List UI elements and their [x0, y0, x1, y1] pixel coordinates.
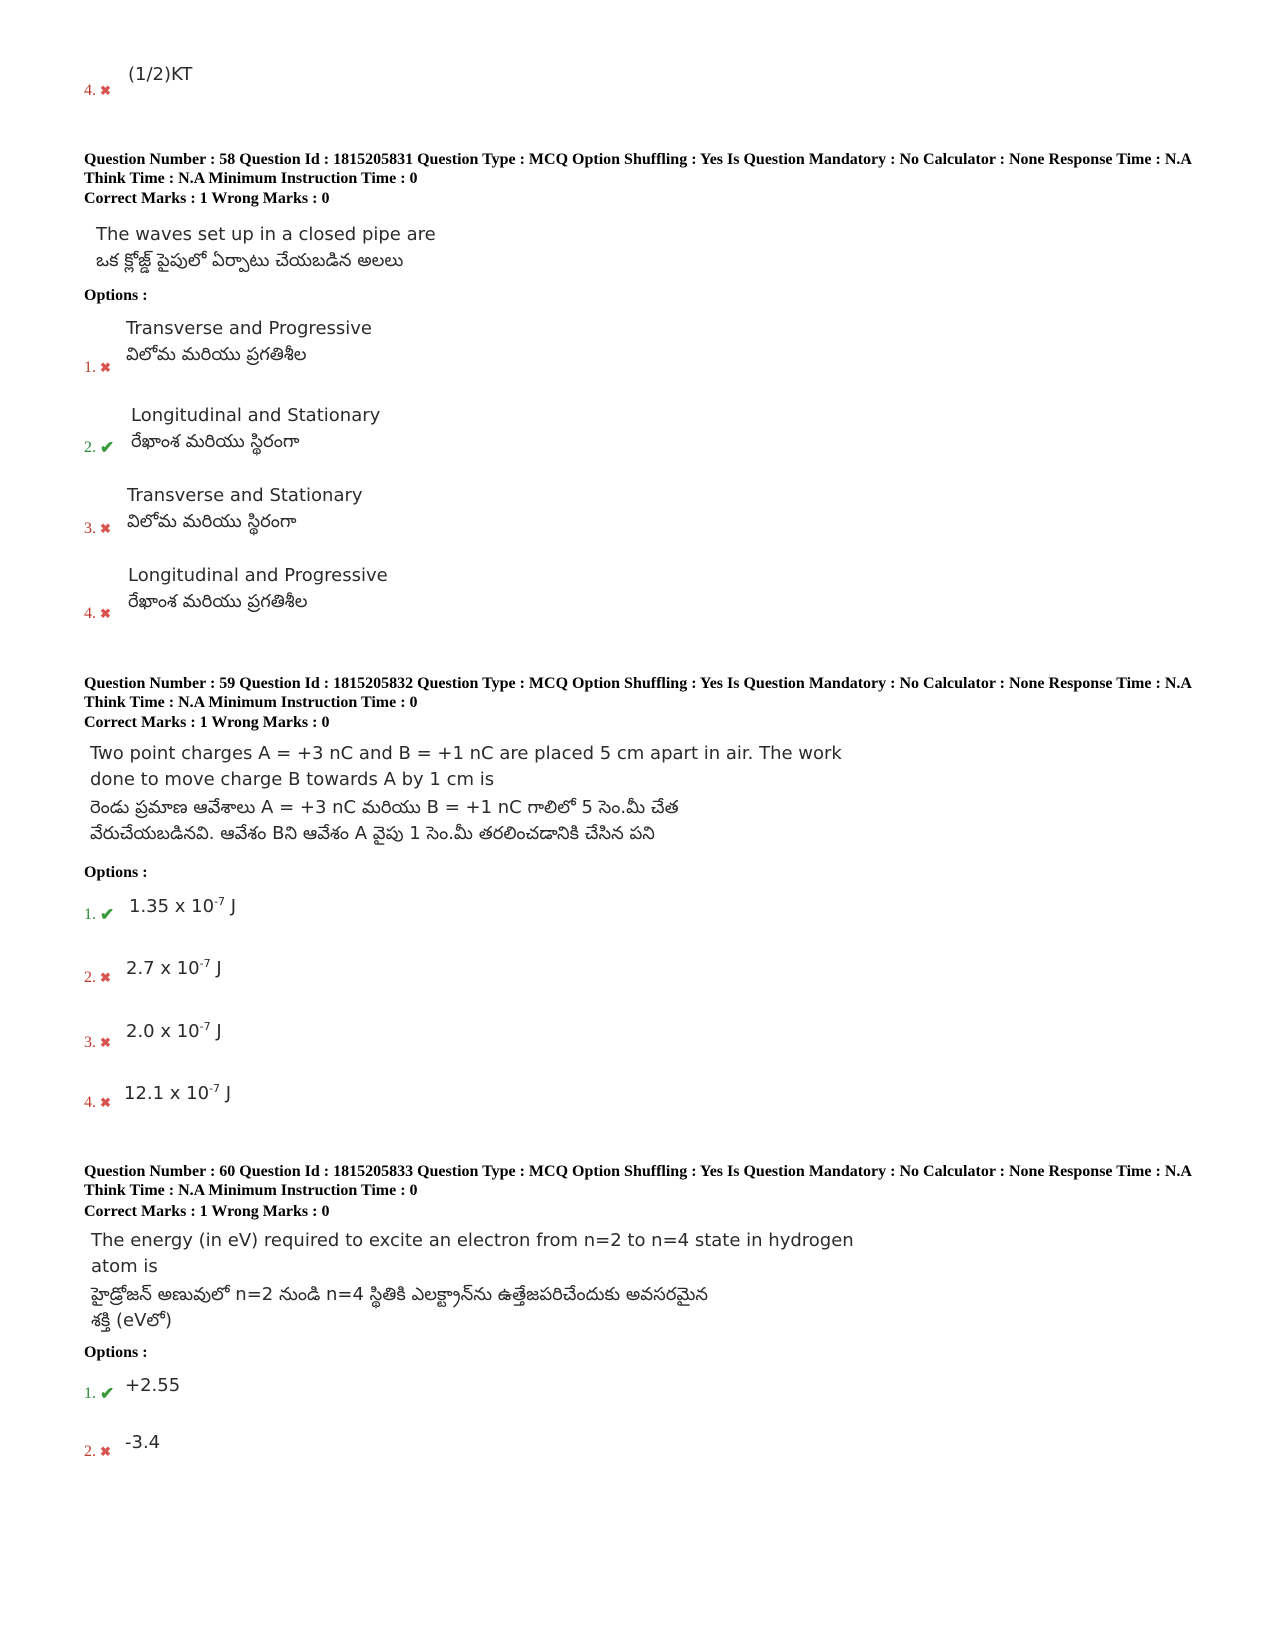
q59-option-3-number: 3. ✖	[84, 1034, 111, 1051]
q59-option-2-exp: -7	[199, 957, 211, 970]
q58-stem-en: The waves set up in a closed pipe are	[96, 224, 436, 245]
q59-stem	[90, 741, 842, 847]
q58-option-2[interactable]	[131, 403, 380, 455]
q58-marks: Correct Marks : 1 Wrong Marks : 0	[84, 190, 330, 207]
q58-option-1-number: 1. ✖	[84, 359, 111, 376]
check-icon: ✔	[100, 905, 115, 924]
q59-option-4[interactable]	[124, 1076, 231, 1107]
q60-stem-te-2: శక్తి (eVలో)	[91, 1310, 172, 1331]
q60-options-label: Options :	[84, 1344, 148, 1361]
q59-stem-en-1: Two point charges A = +3 nC and B = +1 nC are placed 5 cm apart in air. The work	[90, 743, 842, 764]
q59-option-3-exp: -7	[199, 1020, 211, 1033]
q60-option-1-number: 1. ✔	[84, 1384, 115, 1403]
q60-stem-en-1: The energy (in eV) required to excite an electron from n=2 to n=4 state in hydrogen	[91, 1230, 854, 1251]
q58-option-1[interactable]	[126, 316, 372, 368]
cross-icon: ✖	[100, 970, 111, 985]
q59-option-4-number: 4. ✖	[84, 1094, 111, 1111]
q58-option-4-te: రేఖాంశ మరియు ప్రగతిశీల	[128, 591, 308, 612]
q58-option-1-te: విలోమ మరియు ప్రగతిశీల	[126, 344, 307, 365]
cross-icon: ✖	[100, 1035, 111, 1050]
cross-icon: ✖	[100, 1444, 111, 1459]
q58-option-4[interactable]	[128, 563, 388, 615]
q58-option-3-number: 3. ✖	[84, 520, 111, 537]
q58-option-2-te: రేఖాంశ మరియు స్థిరంగా	[131, 431, 300, 452]
cross-icon: ✖	[100, 606, 111, 621]
q58-option-2-number: 2. ✔	[84, 438, 115, 457]
cross-icon: ✖	[100, 360, 111, 375]
q58-option-4-en: Longitudinal and Progressive	[128, 565, 388, 586]
q60-stem-te-1: హైడ్రోజన్ అణువులో n=2 నుండి n=4 స్థితికి ఎలక్ట్రాన్‌ను ఉత్తేజపరిచేందుకు అవసరమైన	[91, 1284, 709, 1305]
q59-option-3[interactable]	[126, 1014, 222, 1045]
check-icon: ✔	[100, 438, 115, 457]
cross-icon: ✖	[100, 521, 111, 536]
q59-option-1-base: 1.35 x 10	[129, 896, 215, 917]
q60-option-2[interactable]: -3.4	[125, 1432, 161, 1453]
q59-meta: Question Number : 59 Question Id : 1815205832 Question Type : MCQ Option Shuffling : Yes Is Question Mandatory : No Calculator : None Response Time : N.A Think Time : N.A Minimum Instruction Time : 0	[84, 675, 1192, 711]
q59-option-1[interactable]	[129, 889, 236, 920]
q59-options-label: Options :	[84, 864, 148, 881]
q58-options-label: Options :	[84, 287, 148, 304]
q59-option-3-base: 2.0 x 10	[126, 1021, 200, 1042]
q60-stem-en-2: atom is	[91, 1256, 158, 1277]
q60-option-2-number: 2. ✖	[84, 1443, 111, 1460]
top-option-4-text: (1/2)KT	[128, 64, 193, 85]
q59-marks: Correct Marks : 1 Wrong Marks : 0	[84, 714, 330, 731]
q59-option-4-unit: J	[220, 1083, 232, 1104]
q58-option-4-number: 4. ✖	[84, 605, 111, 622]
q59-option-4-exp: -7	[209, 1082, 221, 1095]
q58-option-3-en: Transverse and Stationary	[127, 485, 363, 506]
q59-stem-en-2: done to move charge B towards A by 1 cm is	[90, 769, 495, 790]
q60-marks: Correct Marks : 1 Wrong Marks : 0	[84, 1203, 330, 1220]
q59-option-4-base: 12.1 x 10	[124, 1083, 210, 1104]
check-icon: ✔	[100, 1384, 115, 1403]
q58-stem-te: ఒక క్లోజ్డ్ పైపులో ఏర్పాటు చేయబడిన అలలు	[96, 250, 404, 271]
top-option-4-number: 4. ✖	[84, 82, 111, 99]
q59-option-1-exp: -7	[214, 895, 226, 908]
q60-meta: Question Number : 60 Question Id : 1815205833 Question Type : MCQ Option Shuffling : Yes Is Question Mandatory : No Calculator : None Response Time : N.A Think Time : N.A Minimum Instruction Time : 0	[84, 1163, 1192, 1199]
q59-option-2-unit: J	[210, 958, 222, 979]
q58-stem	[96, 222, 436, 274]
q58-option-3-te: విలోమ మరియు స్థిరంగా	[127, 511, 297, 532]
q59-option-3-unit: J	[210, 1021, 222, 1042]
q58-option-3[interactable]	[127, 483, 363, 535]
q60-stem	[91, 1228, 854, 1334]
cross-icon: ✖	[100, 1095, 111, 1110]
q58-meta: Question Number : 58 Question Id : 1815205831 Question Type : MCQ Option Shuffling : Yes Is Question Mandatory : No Calculator : None Response Time : N.A Think Time : N.A Minimum Instruction Time : 0	[84, 151, 1192, 187]
q59-option-2[interactable]	[126, 951, 222, 982]
q58-option-1-en: Transverse and Progressive	[126, 318, 372, 339]
q59-stem-te-2: వేరుచేయబడినవి. ఆవేశం Bని ఆవేశం A వైపు 1 సెం.మీ తరలించడానికి చేసిన పని	[90, 823, 655, 844]
q59-option-2-base: 2.7 x 10	[126, 958, 200, 979]
cross-icon: ✖	[100, 83, 111, 98]
q59-stem-te-1: రెండు ప్రమాణ ఆవేశాలు A = +3 nC మరియు B = +1 nC గాలిలో 5 సెం.మీ చేత	[90, 797, 679, 818]
q59-option-1-unit: J	[225, 896, 237, 917]
q60-option-1[interactable]: +2.55	[125, 1375, 181, 1396]
q59-option-2-number: 2. ✖	[84, 969, 111, 986]
q58-option-2-en: Longitudinal and Stationary	[131, 405, 381, 426]
q59-option-1-number: 1. ✔	[84, 905, 115, 924]
